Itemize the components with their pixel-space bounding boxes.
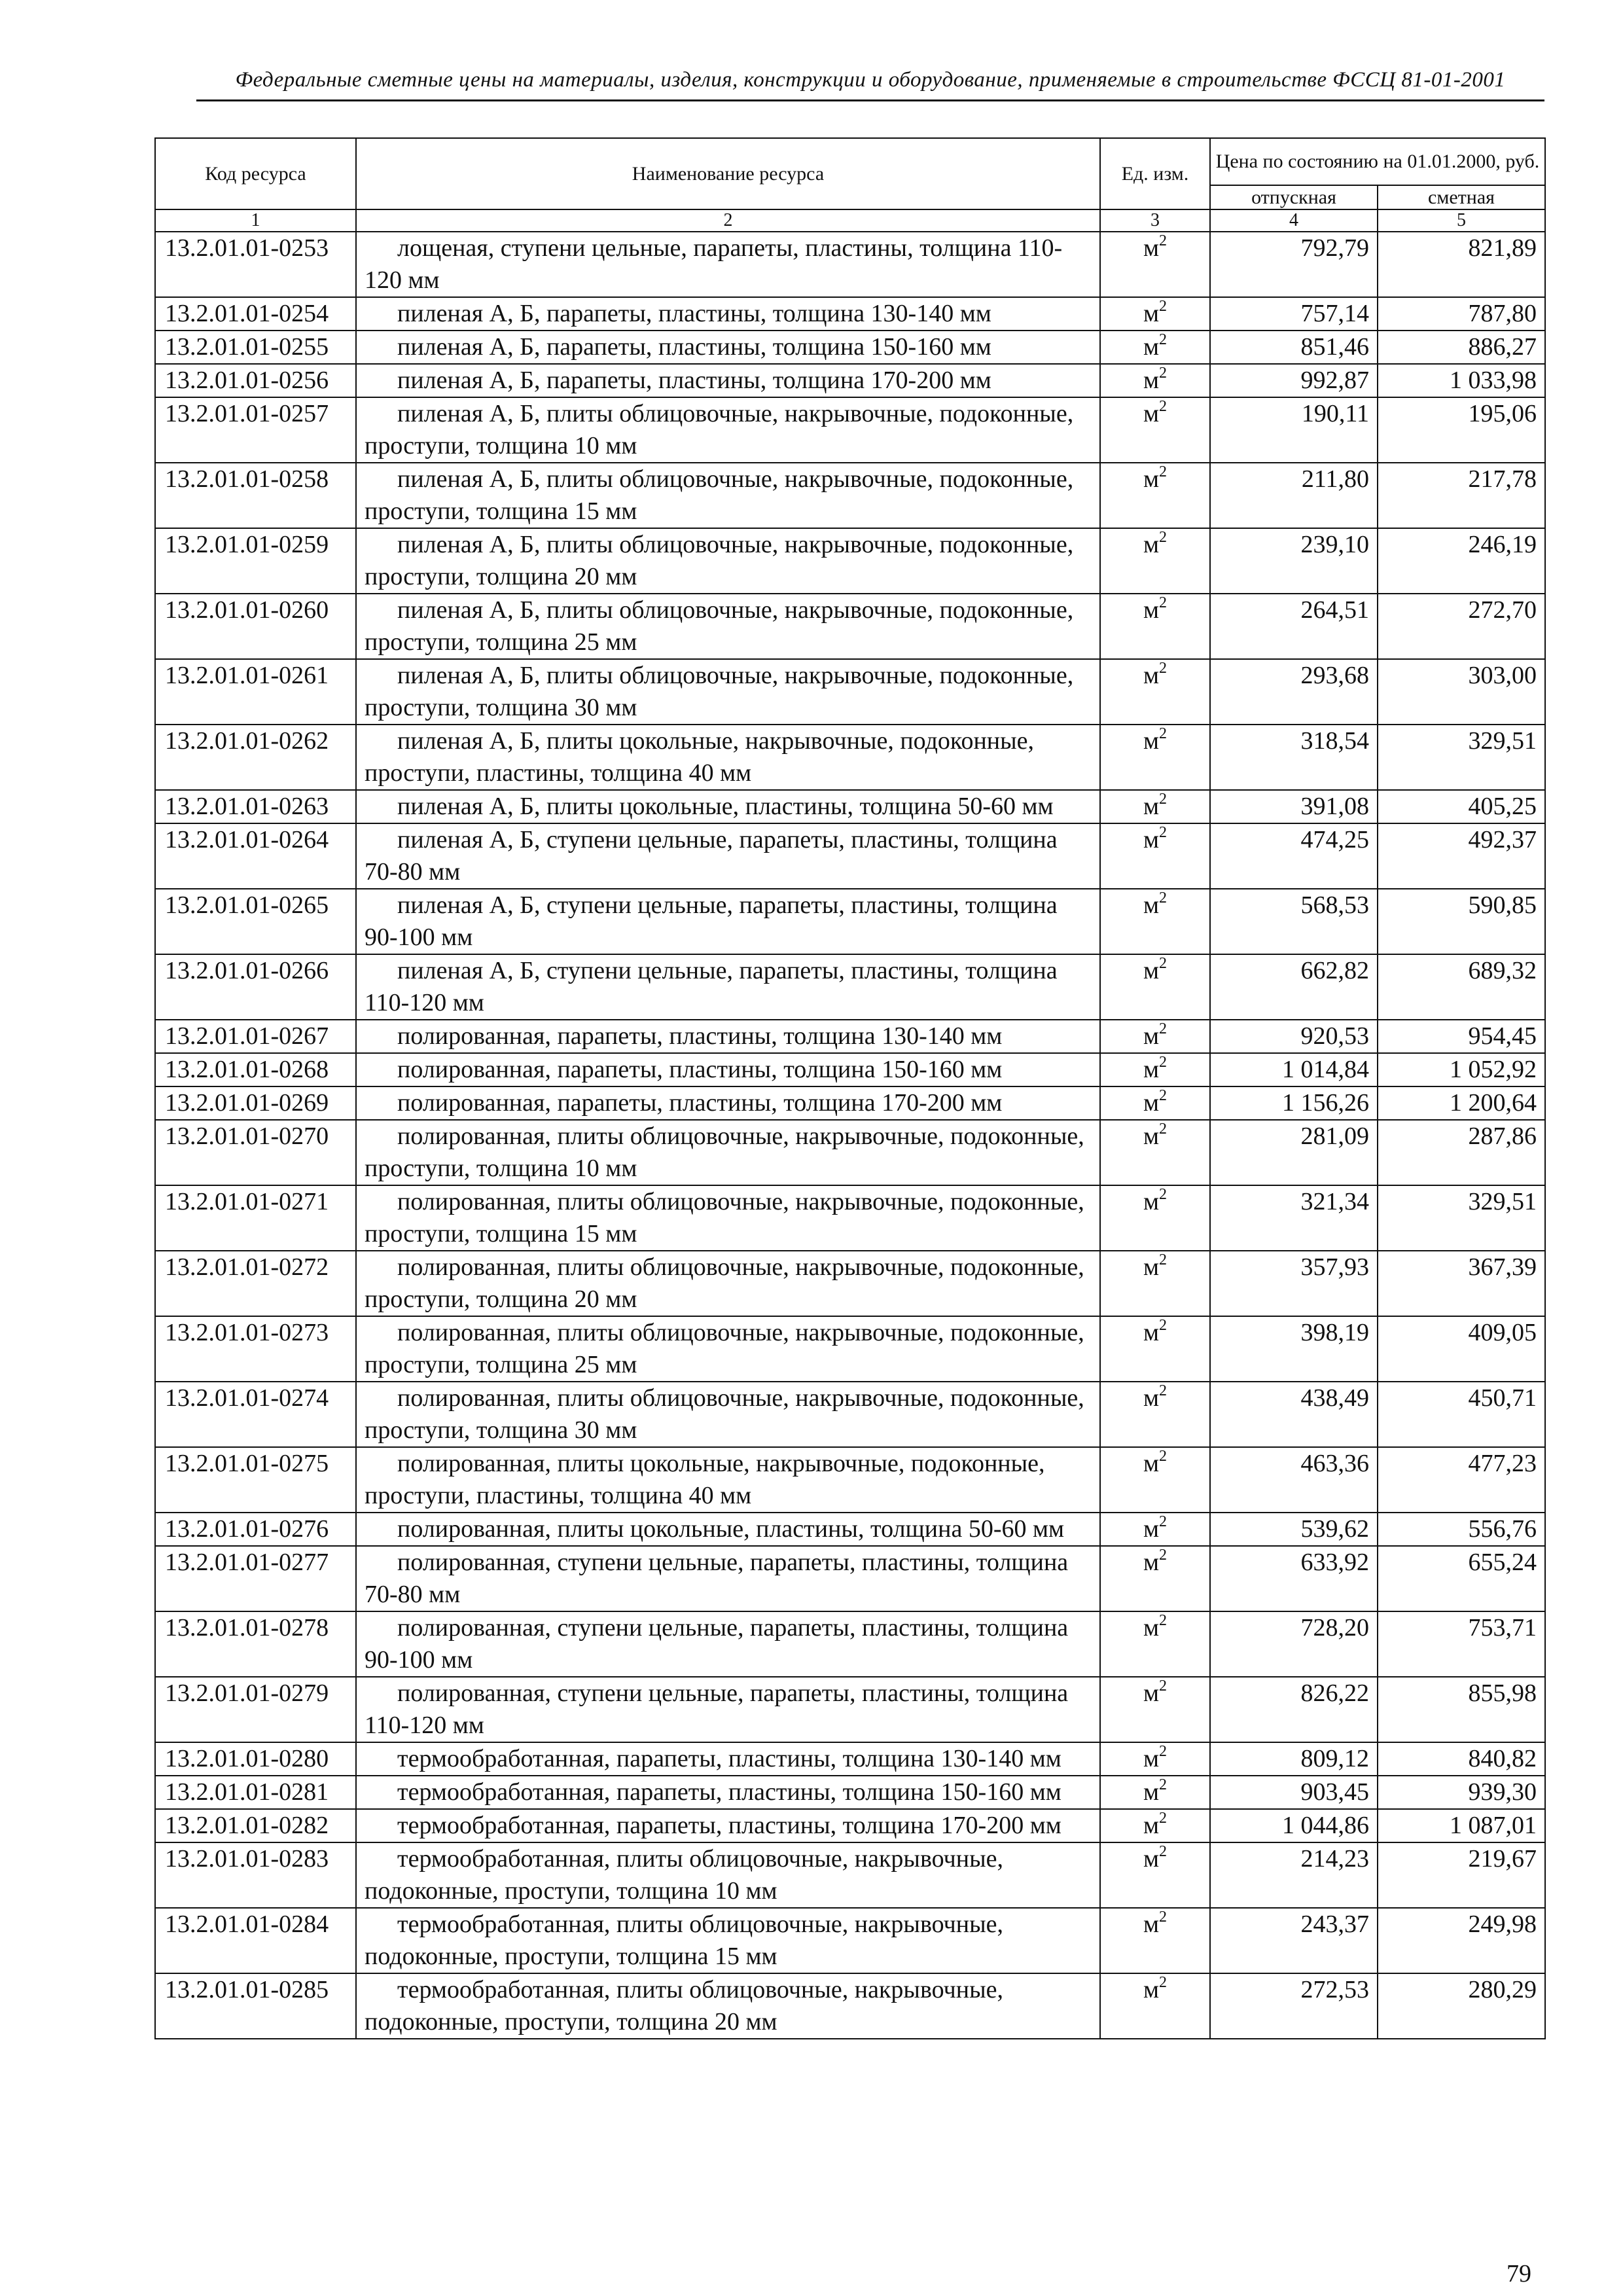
unit-base: м [1143, 1022, 1160, 1050]
release-price: 391,08 [1210, 790, 1378, 823]
estimate-price: 287,86 [1378, 1120, 1545, 1185]
release-price: 992,87 [1210, 364, 1378, 397]
unit-base: м [1143, 1515, 1160, 1543]
estimate-price: 329,51 [1378, 1185, 1545, 1251]
resource-code: 13.2.01.01-0279 [155, 1677, 356, 1742]
resource-code: 13.2.01.01-0277 [155, 1546, 356, 1611]
resource-name: термообработанная, парапеты, пластины, толщина 130-140 мм [356, 1742, 1100, 1776]
unit-base: м [1143, 333, 1160, 361]
table-row [155, 1677, 1545, 1742]
header-release-price: отпускная [1210, 185, 1378, 209]
release-price: 214,23 [1210, 1842, 1378, 1908]
unit-exponent: 2 [1159, 824, 1168, 841]
unit-base: м [1143, 1745, 1160, 1772]
table-row [155, 1546, 1545, 1611]
release-price: 398,19 [1210, 1316, 1378, 1382]
table-row [155, 1611, 1545, 1677]
estimate-price: 1 033,98 [1378, 364, 1545, 397]
unit-exponent: 2 [1159, 298, 1168, 315]
column-number: 1 [155, 209, 356, 232]
estimate-price: 477,23 [1378, 1447, 1545, 1513]
release-price: 357,93 [1210, 1251, 1378, 1316]
resource-code: 13.2.01.01-0254 [155, 297, 356, 331]
unit-exponent: 2 [1159, 1448, 1168, 1465]
unit-cell [1100, 463, 1210, 528]
resource-code: 13.2.01.01-0255 [155, 331, 356, 364]
unit-exponent: 2 [1159, 1251, 1168, 1268]
unit-base: м [1143, 957, 1160, 984]
unit-cell [1100, 1677, 1210, 1742]
unit-cell [1100, 1611, 1210, 1677]
release-price: 1 014,84 [1210, 1053, 1378, 1086]
estimate-price: 590,85 [1378, 889, 1545, 954]
table-row [155, 790, 1545, 823]
resource-code: 13.2.01.01-0284 [155, 1908, 356, 1973]
unit-exponent: 2 [1159, 889, 1168, 906]
unit-cell [1100, 1020, 1210, 1053]
release-price: 211,80 [1210, 463, 1378, 528]
unit-cell [1100, 1120, 1210, 1185]
resource-code: 13.2.01.01-0269 [155, 1086, 356, 1120]
resource-code: 13.2.01.01-0260 [155, 594, 356, 659]
header-unit: Ед. изм. [1100, 138, 1210, 209]
unit-base: м [1143, 1188, 1160, 1215]
release-price: 272,53 [1210, 1973, 1378, 2039]
unit-exponent: 2 [1159, 463, 1168, 480]
table-row [155, 1316, 1545, 1382]
unit-base: м [1143, 1679, 1160, 1707]
resource-name: пиленая А, Б, плиты облицовочные, накрывочные, подоконные, проступи, толщина 10 мм [356, 397, 1100, 463]
unit-base: м [1143, 1614, 1160, 1641]
release-price: 809,12 [1210, 1742, 1378, 1776]
table-row [155, 954, 1545, 1020]
unit-cell [1100, 1447, 1210, 1513]
unit-cell [1100, 397, 1210, 463]
unit-cell [1100, 725, 1210, 790]
unit-exponent: 2 [1159, 1054, 1168, 1071]
unit-cell [1100, 790, 1210, 823]
unit-base: м [1143, 891, 1160, 919]
release-price: 321,34 [1210, 1185, 1378, 1251]
unit-cell [1100, 594, 1210, 659]
resource-name: термообработанная, плиты облицовочные, накрывочные, подоконные, проступи, толщина 20 мм [356, 1973, 1100, 2039]
resource-code: 13.2.01.01-0271 [155, 1185, 356, 1251]
resource-code: 13.2.01.01-0258 [155, 463, 356, 528]
estimate-price: 329,51 [1378, 725, 1545, 790]
table-row [155, 1086, 1545, 1120]
estimate-price: 840,82 [1378, 1742, 1545, 1776]
estimate-price: 249,98 [1378, 1908, 1545, 1973]
unit-cell [1100, 1513, 1210, 1546]
release-price: 1 156,26 [1210, 1086, 1378, 1120]
estimate-price: 939,30 [1378, 1776, 1545, 1809]
unit-exponent: 2 [1159, 594, 1168, 611]
table-row [155, 1382, 1545, 1447]
release-price: 264,51 [1210, 594, 1378, 659]
resource-code: 13.2.01.01-0263 [155, 790, 356, 823]
resource-code: 13.2.01.01-0259 [155, 528, 356, 594]
table-row [155, 1842, 1545, 1908]
resource-name: полированная, плиты облицовочные, накрывочные, подоконные, проступи, толщина 30 мм [356, 1382, 1100, 1447]
unit-exponent: 2 [1159, 1020, 1168, 1037]
resource-name: пиленая А, Б, плиты облицовочные, накрывочные, подоконные, проступи, толщина 15 мм [356, 463, 1100, 528]
unit-exponent: 2 [1159, 1121, 1168, 1138]
unit-cell [1100, 1251, 1210, 1316]
unit-exponent: 2 [1159, 1186, 1168, 1203]
estimate-price: 303,00 [1378, 659, 1545, 725]
release-price: 438,49 [1210, 1382, 1378, 1447]
resource-name: полированная, парапеты, пластины, толщина 130-140 мм [356, 1020, 1100, 1053]
estimate-price: 195,06 [1378, 397, 1545, 463]
unit-base: м [1143, 1812, 1160, 1839]
table-row [155, 1120, 1545, 1185]
unit-exponent: 2 [1159, 1513, 1168, 1530]
resource-name: пиленая А, Б, парапеты, пластины, толщина 130-140 мм [356, 297, 1100, 331]
resource-code: 13.2.01.01-0266 [155, 954, 356, 1020]
resource-code: 13.2.01.01-0253 [155, 232, 356, 297]
table-row [155, 1776, 1545, 1809]
header-name: Наименование ресурса [356, 138, 1100, 209]
estimate-price: 689,32 [1378, 954, 1545, 1020]
resource-code: 13.2.01.01-0268 [155, 1053, 356, 1086]
unit-cell [1100, 1908, 1210, 1973]
column-number: 5 [1378, 209, 1545, 232]
estimate-price: 450,71 [1378, 1382, 1545, 1447]
estimate-price: 556,76 [1378, 1513, 1545, 1546]
column-number: 4 [1210, 209, 1378, 232]
unit-exponent: 2 [1159, 1843, 1168, 1860]
release-price: 662,82 [1210, 954, 1378, 1020]
release-price: 190,11 [1210, 397, 1378, 463]
release-price: 851,46 [1210, 331, 1378, 364]
resource-name: полированная, парапеты, пластины, толщина 170-200 мм [356, 1086, 1100, 1120]
table-row [155, 1908, 1545, 1973]
unit-cell [1100, 1382, 1210, 1447]
resource-code: 13.2.01.01-0274 [155, 1382, 356, 1447]
table-row [155, 1251, 1545, 1316]
resource-name: термообработанная, плиты облицовочные, накрывочные, подоконные, проступи, толщина 10 мм [356, 1842, 1100, 1908]
unit-base: м [1143, 1089, 1160, 1117]
unit-exponent: 2 [1159, 1677, 1168, 1695]
resource-name: лощеная, ступени цельные, парапеты, пластины, толщина 110- 120 мм [356, 232, 1100, 297]
unit-base: м [1143, 1910, 1160, 1938]
resource-name: пиленая А, Б, плиты облицовочные, накрывочные, подоконные, проступи, толщина 25 мм [356, 594, 1100, 659]
estimate-price: 405,25 [1378, 790, 1545, 823]
unit-exponent: 2 [1159, 1743, 1168, 1760]
unit-base: м [1143, 826, 1160, 853]
release-price: 826,22 [1210, 1677, 1378, 1742]
table-row [155, 725, 1545, 790]
release-price: 757,14 [1210, 297, 1378, 331]
header-price-group: Цена по состоянию на 01.01.2000, руб. [1210, 138, 1545, 185]
unit-exponent: 2 [1159, 398, 1168, 415]
unit-cell [1100, 1742, 1210, 1776]
resource-name: термообработанная, парапеты, пластины, толщина 170-200 мм [356, 1809, 1100, 1842]
table-row [155, 331, 1545, 364]
estimate-price: 1 200,64 [1378, 1086, 1545, 1120]
unit-base: м [1143, 1549, 1160, 1576]
resource-name: полированная, ступени цельные, парапеты, пластины, толщина 70-80 мм [356, 1546, 1100, 1611]
table-row [155, 1513, 1545, 1546]
unit-cell [1100, 659, 1210, 725]
resource-name: термообработанная, парапеты, пластины, толщина 150-160 мм [356, 1776, 1100, 1809]
release-price: 792,79 [1210, 232, 1378, 297]
release-price: 293,68 [1210, 659, 1378, 725]
unit-exponent: 2 [1159, 1547, 1168, 1564]
table-row [155, 1185, 1545, 1251]
running-header: Федеральные сметные цены на материалы, изделия, конструкции и оборудование, применяемые в строительстве ФССЦ 81-01-2001 [235, 68, 1506, 92]
release-price: 728,20 [1210, 1611, 1378, 1677]
unit-cell [1100, 1973, 1210, 2039]
resource-name: полированная, ступени цельные, парапеты, пластины, толщина 90-100 мм [356, 1611, 1100, 1677]
table-row [155, 1447, 1545, 1513]
estimate-price: 821,89 [1378, 232, 1545, 297]
unit-cell [1100, 1809, 1210, 1842]
resource-code: 13.2.01.01-0275 [155, 1447, 356, 1513]
header-code: Код ресурса [155, 138, 356, 209]
table-row [155, 364, 1545, 397]
column-number-row [155, 209, 1545, 232]
estimate-price: 855,98 [1378, 1677, 1545, 1742]
resource-code: 13.2.01.01-0264 [155, 823, 356, 889]
resource-code: 13.2.01.01-0257 [155, 397, 356, 463]
estimate-price: 367,39 [1378, 1251, 1545, 1316]
resource-name: полированная, плиты цокольные, накрывочные, подоконные, проступи, пластины, толщина 40 мм [356, 1447, 1100, 1513]
unit-cell [1100, 331, 1210, 364]
resource-name: пиленая А, Б, ступени цельные, парапеты, пластины, толщина 110-120 мм [356, 954, 1100, 1020]
unit-cell [1100, 528, 1210, 594]
unit-base: м [1143, 793, 1160, 820]
release-price: 539,62 [1210, 1513, 1378, 1546]
release-price: 1 044,86 [1210, 1809, 1378, 1842]
unit-cell [1100, 364, 1210, 397]
unit-cell [1100, 1053, 1210, 1086]
table-row [155, 1973, 1545, 2039]
release-price: 568,53 [1210, 889, 1378, 954]
unit-base: м [1143, 1384, 1160, 1412]
estimate-price: 954,45 [1378, 1020, 1545, 1053]
resource-name: пиленая А, Б, плиты цокольные, накрывочные, подоконные, проступи, пластины, толщина 40 мм [356, 725, 1100, 790]
unit-base: м [1143, 300, 1160, 327]
resource-name: полированная, плиты облицовочные, накрывочные, подоконные, проступи, толщина 10 мм [356, 1120, 1100, 1185]
unit-cell [1100, 1316, 1210, 1382]
resource-code: 13.2.01.01-0273 [155, 1316, 356, 1382]
resource-name: пиленая А, Б, парапеты, пластины, толщина 170-200 мм [356, 364, 1100, 397]
estimate-price: 217,78 [1378, 463, 1545, 528]
unit-base: м [1143, 465, 1160, 493]
unit-cell [1100, 1546, 1210, 1611]
unit-base: м [1143, 531, 1160, 558]
resource-code: 13.2.01.01-0262 [155, 725, 356, 790]
release-price: 903,45 [1210, 1776, 1378, 1809]
unit-exponent: 2 [1159, 660, 1168, 677]
unit-exponent: 2 [1159, 1317, 1168, 1334]
resource-code: 13.2.01.01-0281 [155, 1776, 356, 1809]
unit-exponent: 2 [1159, 1776, 1168, 1793]
unit-exponent: 2 [1159, 1382, 1168, 1399]
unit-base: м [1143, 1778, 1160, 1806]
header-rule [196, 99, 1544, 101]
unit-base: м [1143, 662, 1160, 689]
unit-base: м [1143, 1976, 1160, 2003]
unit-exponent: 2 [1159, 529, 1168, 546]
price-table [154, 137, 1546, 2039]
estimate-price: 787,80 [1378, 297, 1545, 331]
column-number: 2 [356, 209, 1100, 232]
resource-name: полированная, плиты облицовочные, накрывочные, подоконные, проступи, толщина 15 мм [356, 1185, 1100, 1251]
resource-name: полированная, плиты цокольные, пластины, толщина 50-60 мм [356, 1513, 1100, 1546]
unit-base: м [1143, 1319, 1160, 1346]
resource-code: 13.2.01.01-0270 [155, 1120, 356, 1185]
resource-code: 13.2.01.01-0261 [155, 659, 356, 725]
unit-cell [1100, 823, 1210, 889]
resource-name: пиленая А, Б, парапеты, пластины, толщина 150-160 мм [356, 331, 1100, 364]
release-price: 281,09 [1210, 1120, 1378, 1185]
unit-exponent: 2 [1159, 331, 1168, 348]
table-row [155, 594, 1545, 659]
release-price: 474,25 [1210, 823, 1378, 889]
unit-base: м [1143, 596, 1160, 624]
unit-cell [1100, 232, 1210, 297]
unit-base: м [1143, 1122, 1160, 1150]
unit-cell [1100, 1086, 1210, 1120]
resource-code: 13.2.01.01-0285 [155, 1973, 356, 2039]
estimate-price: 246,19 [1378, 528, 1545, 594]
resource-name: пиленая А, Б, ступени цельные, парапеты, пластины, толщина 70-80 мм [356, 823, 1100, 889]
resource-code: 13.2.01.01-0272 [155, 1251, 356, 1316]
release-price: 239,10 [1210, 528, 1378, 594]
release-price: 920,53 [1210, 1020, 1378, 1053]
resource-code: 13.2.01.01-0283 [155, 1842, 356, 1908]
resource-name: полированная, ступени цельные, парапеты, пластины, толщина 110-120 мм [356, 1677, 1100, 1742]
table-row [155, 659, 1545, 725]
unit-base: м [1143, 1450, 1160, 1477]
header-estimate-price: сметная [1378, 185, 1545, 209]
estimate-price: 1 087,01 [1378, 1809, 1545, 1842]
unit-exponent: 2 [1159, 1974, 1168, 1991]
resource-name: пиленая А, Б, плиты цокольные, пластины, толщина 50-60 мм [356, 790, 1100, 823]
estimate-price: 655,24 [1378, 1546, 1545, 1611]
unit-base: м [1143, 367, 1160, 394]
table-row [155, 823, 1545, 889]
unit-base: м [1143, 727, 1160, 755]
resource-name: термообработанная, плиты облицовочные, накрывочные, подоконные, проступи, толщина 15 мм [356, 1908, 1100, 1973]
resource-code: 13.2.01.01-0256 [155, 364, 356, 397]
unit-base: м [1143, 400, 1160, 427]
table-row [155, 1809, 1545, 1842]
unit-exponent: 2 [1159, 232, 1168, 249]
unit-cell [1100, 1185, 1210, 1251]
page-number: 79 [1507, 2260, 1531, 2287]
price-rows [155, 232, 1545, 2039]
release-price: 243,37 [1210, 1908, 1378, 1973]
table-row [155, 397, 1545, 463]
estimate-price: 492,37 [1378, 823, 1545, 889]
unit-exponent: 2 [1159, 365, 1168, 382]
column-number: 3 [1100, 209, 1210, 232]
resource-name: полированная, плиты облицовочные, накрывочные, подоконные, проступи, толщина 20 мм [356, 1251, 1100, 1316]
estimate-price: 1 052,92 [1378, 1053, 1545, 1086]
unit-cell [1100, 954, 1210, 1020]
resource-name: пиленая А, Б, плиты облицовочные, накрывочные, подоконные, проступи, толщина 30 мм [356, 659, 1100, 725]
table-row [155, 1053, 1545, 1086]
estimate-price: 409,05 [1378, 1316, 1545, 1382]
estimate-price: 219,67 [1378, 1842, 1545, 1908]
unit-cell [1100, 1776, 1210, 1809]
estimate-price: 272,70 [1378, 594, 1545, 659]
resource-name: пиленая А, Б, плиты облицовочные, накрывочные, подоконные, проступи, толщина 20 мм [356, 528, 1100, 594]
resource-name: полированная, плиты облицовочные, накрывочные, подоконные, проступи, толщина 25 мм [356, 1316, 1100, 1382]
table-row [155, 463, 1545, 528]
unit-base: м [1143, 234, 1160, 262]
table-row [155, 1020, 1545, 1053]
resource-name: полированная, парапеты, пластины, толщина 150-160 мм [356, 1053, 1100, 1086]
table-row [155, 528, 1545, 594]
resource-code: 13.2.01.01-0265 [155, 889, 356, 954]
estimate-price: 886,27 [1378, 331, 1545, 364]
table-row [155, 889, 1545, 954]
release-price: 463,36 [1210, 1447, 1378, 1513]
table-row [155, 297, 1545, 331]
estimate-price: 280,29 [1378, 1973, 1545, 2039]
unit-exponent: 2 [1159, 725, 1168, 742]
resource-code: 13.2.01.01-0278 [155, 1611, 356, 1677]
resource-name: пиленая А, Б, ступени цельные, парапеты, пластины, толщина 90-100 мм [356, 889, 1100, 954]
release-price: 318,54 [1210, 725, 1378, 790]
unit-base: м [1143, 1253, 1160, 1281]
unit-base: м [1143, 1845, 1160, 1873]
resource-code: 13.2.01.01-0267 [155, 1020, 356, 1053]
release-price: 633,92 [1210, 1546, 1378, 1611]
table-row [155, 1742, 1545, 1776]
estimate-price: 753,71 [1378, 1611, 1545, 1677]
unit-exponent: 2 [1159, 1087, 1168, 1104]
unit-exponent: 2 [1159, 1909, 1168, 1926]
unit-cell [1100, 889, 1210, 954]
unit-exponent: 2 [1159, 791, 1168, 808]
resource-code: 13.2.01.01-0276 [155, 1513, 356, 1546]
unit-base: м [1143, 1056, 1160, 1083]
table-row [155, 232, 1545, 297]
unit-exponent: 2 [1159, 955, 1168, 972]
unit-exponent: 2 [1159, 1612, 1168, 1629]
resource-code: 13.2.01.01-0282 [155, 1809, 356, 1842]
unit-exponent: 2 [1159, 1810, 1168, 1827]
resource-code: 13.2.01.01-0280 [155, 1742, 356, 1776]
unit-cell [1100, 297, 1210, 331]
unit-cell [1100, 1842, 1210, 1908]
